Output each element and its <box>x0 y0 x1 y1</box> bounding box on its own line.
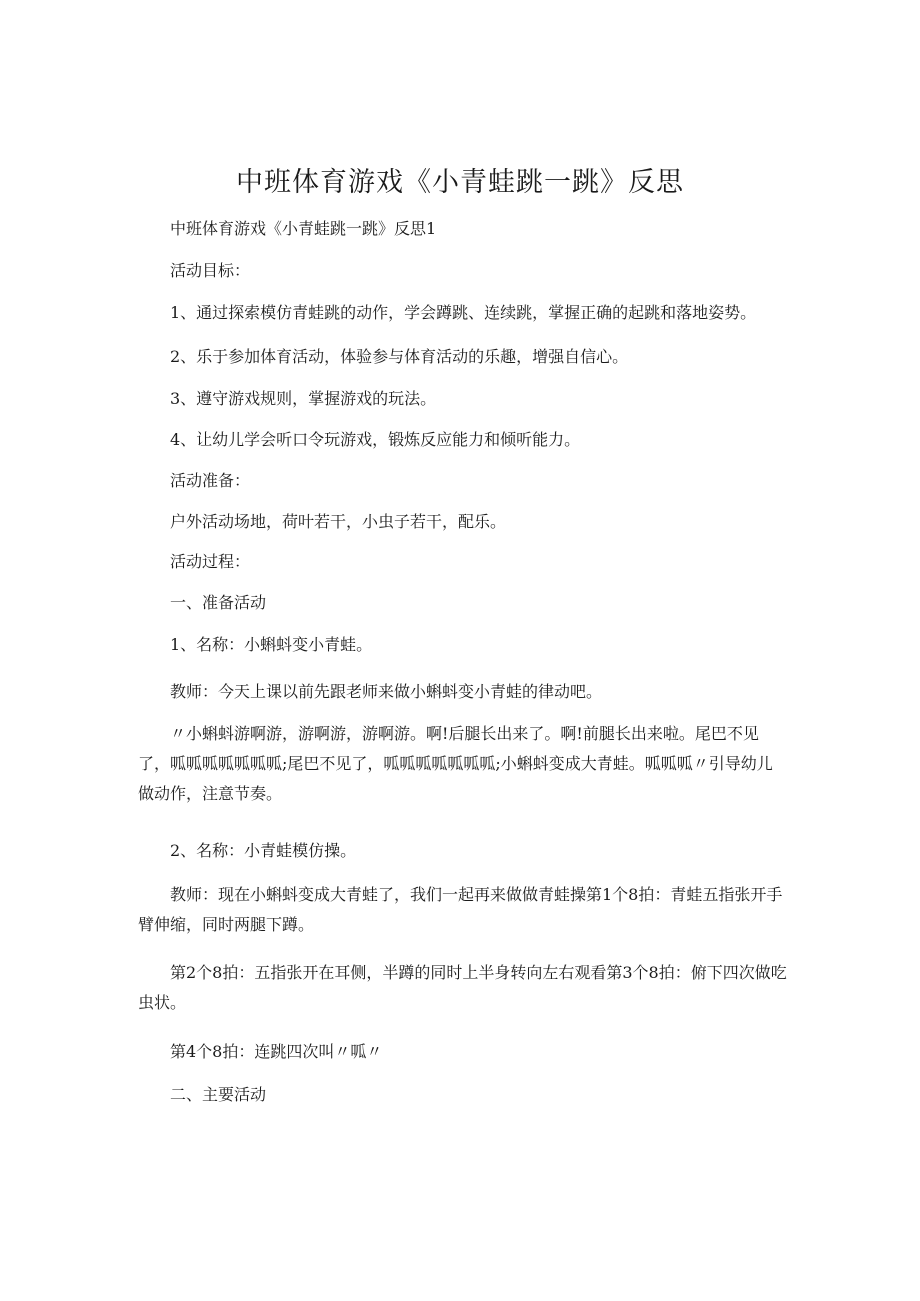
document-title: 中班体育游戏《小青蛙跳一跳》反思 <box>236 167 684 198</box>
teacher-line: 教师：今天上课以前先跟老师来做小蝌蚪变小青蛙的律动吧。 <box>170 682 603 701</box>
goal-item: 3、遵守游戏规则，掌握游戏的玩法。 <box>170 389 437 408</box>
goal-item: 4、让幼儿学会听口令玩游戏，锻炼反应能力和倾听能力。 <box>170 430 581 449</box>
item-heading: 1、名称：小蝌蚪变小青蛙。 <box>170 635 373 654</box>
process-heading: 活动过程： <box>170 552 251 571</box>
prep-text: 户外活动场地，荷叶若干，小虫子若干，配乐。 <box>170 512 507 531</box>
beat-line: 第4个8拍：连跳四次叫〃呱〃 <box>170 1042 383 1061</box>
goal-item: 2、乐于参加体育活动，体验参与体育活动的乐趣，增强自信心。 <box>170 347 629 366</box>
beat-paragraph: 第2个8拍：五指张开在耳侧，半蹲的同时上半身转向左右观看第3个8拍：俯下四次做吃虫状。 <box>138 963 787 1012</box>
subtitle: 中班体育游戏《小青蛙跳一跳》反思1 <box>170 219 437 238</box>
goals-heading: 活动目标： <box>170 261 251 280</box>
chant-paragraph: 〃小蝌蚪游啊游，游啊游，游啊游。啊!后腿长出来了。啊!前腿长出来啦。尾巴不见了，呱呱呱呱呱呱呱;尾巴不见了，呱呱呱呱呱呱呱;小蝌蚪变成大青蛙。呱呱呱〃引导幼儿做动作，注意节奏。 <box>138 724 773 803</box>
section-heading: 一、准备活动 <box>170 593 267 612</box>
goal-item: 1、通过探索模仿青蛙跳的动作，学会蹲跳、连续跳，掌握正确的起跳和落地姿势。 <box>170 303 757 322</box>
teacher-paragraph: 教师：现在小蝌蚪变成大青蛙了，我们一起再来做做青蛙操第1个8拍：青蛙五指张开手臂伸缩，同时两腿下蹲。 <box>138 885 783 934</box>
item-heading: 2、名称：小青蛙模仿操。 <box>170 841 357 860</box>
section-heading: 二、主要活动 <box>170 1085 267 1104</box>
prep-heading: 活动准备： <box>170 471 251 490</box>
